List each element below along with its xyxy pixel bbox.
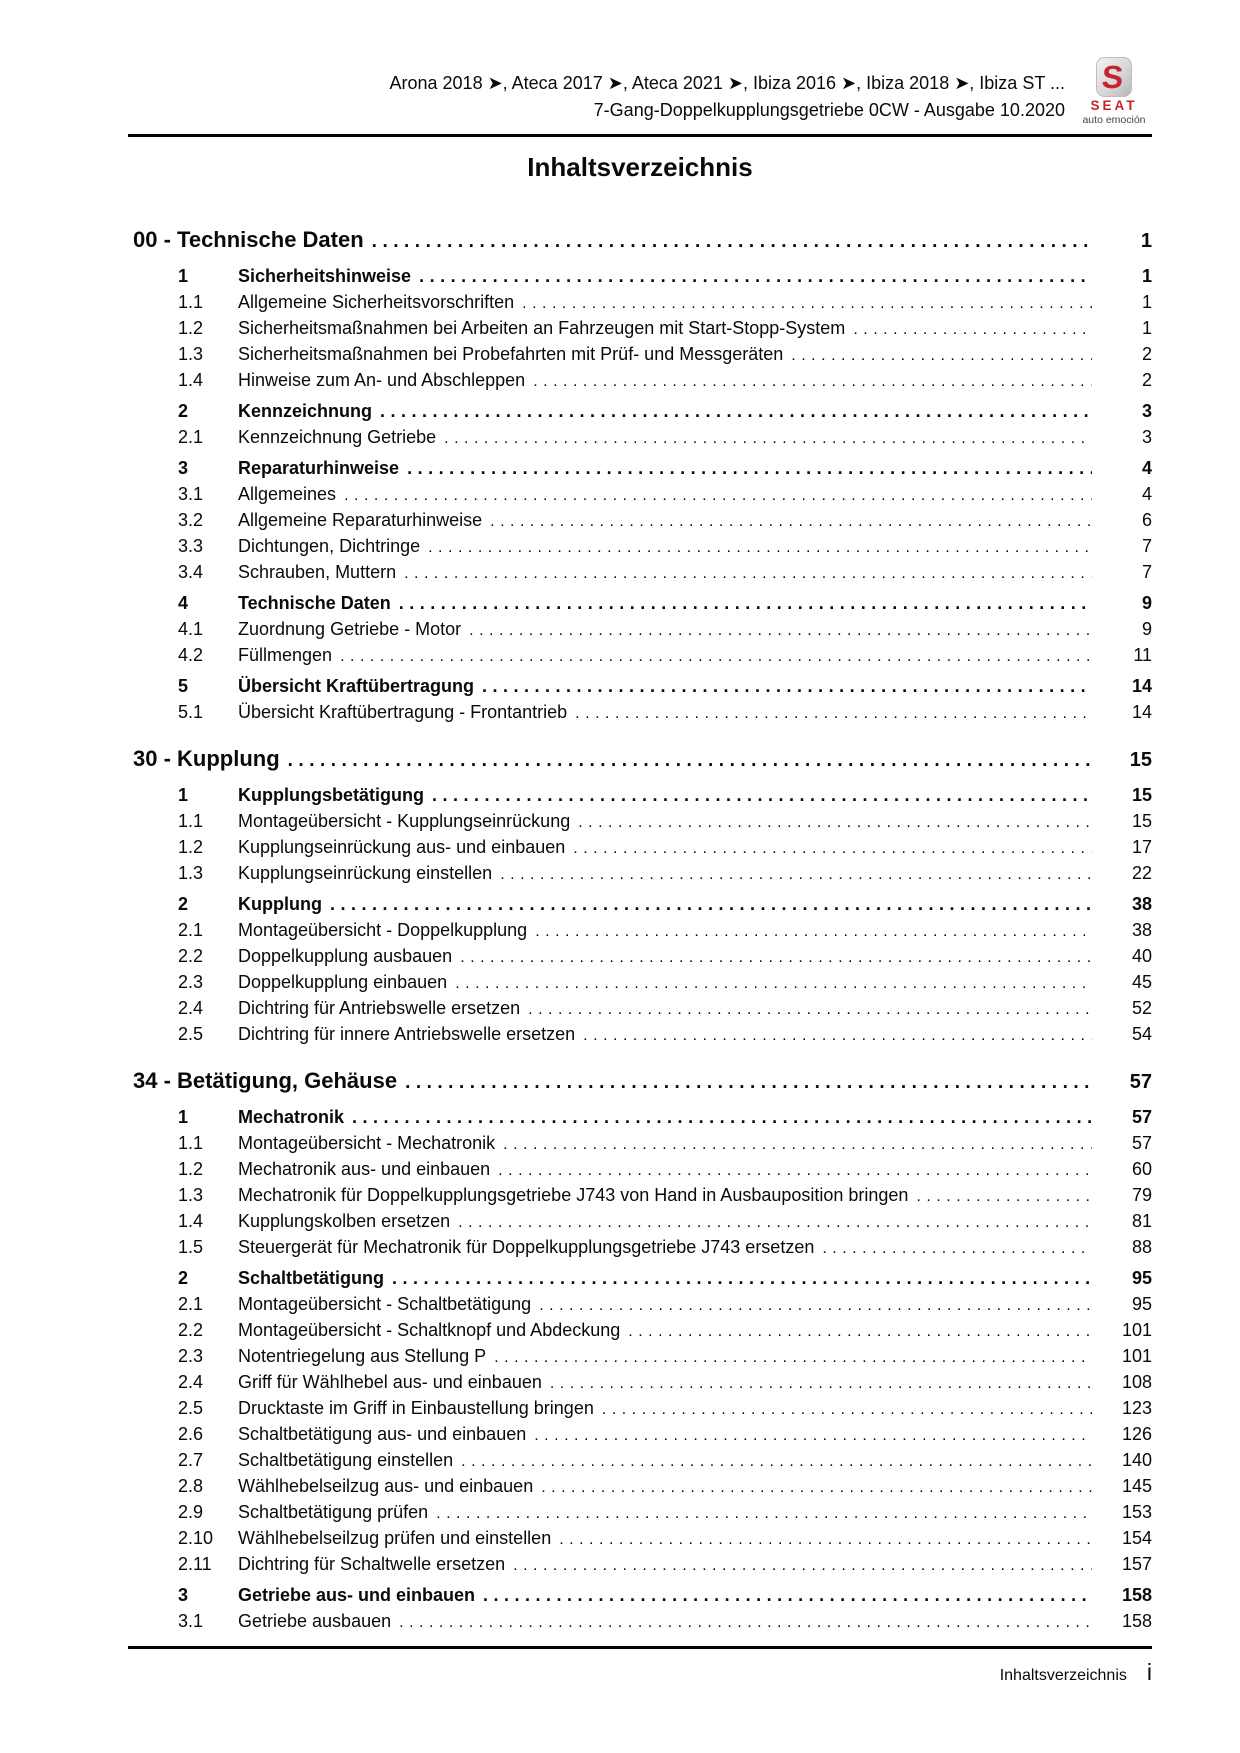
- toc-entry-page: 158: [1121, 1611, 1152, 1631]
- toc-entry-row: [128, 1343, 1152, 1369]
- dot-leader: [344, 483, 1092, 509]
- dot-leader: [513, 1553, 1092, 1579]
- toc-entry-row: [128, 834, 1152, 860]
- dot-leader: [407, 455, 1092, 481]
- toc-entry-label: Montageübersicht - Schaltknopf und Abdeckung: [238, 1320, 621, 1340]
- toc-entry-number: 3.4: [178, 562, 204, 582]
- header-divider: [128, 134, 1152, 137]
- toc-entry-page: 3: [1141, 401, 1152, 421]
- toc-entry-page: 4: [1141, 484, 1152, 504]
- toc-entry-page: 15: [1131, 811, 1152, 831]
- toc-entry-page: 101: [1121, 1346, 1152, 1366]
- dot-leader: [340, 644, 1092, 670]
- dot-leader: [494, 1345, 1092, 1371]
- toc-entry-number: 1.1: [178, 1133, 204, 1153]
- toc-entry-number: 3.2: [178, 510, 204, 530]
- dot-leader: [458, 1210, 1092, 1236]
- toc-entry-label: 00 - Technische Daten: [133, 227, 364, 252]
- dot-leader: [573, 836, 1092, 862]
- toc-entry-label: Schaltbetätigung prüfen: [238, 1502, 429, 1522]
- toc-entry-number: 2: [178, 401, 189, 421]
- toc-entry-label: Dichtungen, Dichtringe: [238, 536, 421, 556]
- toc-entry-label: Wählhebelseilzug prüfen und einstellen: [238, 1528, 552, 1548]
- toc-entry-number: 4.2: [178, 645, 204, 665]
- toc-entry-row: [128, 1021, 1152, 1047]
- toc-entry-label: Getriebe ausbauen: [238, 1611, 392, 1631]
- dot-leader: [534, 1423, 1092, 1449]
- toc-entry-page: 57: [1131, 1107, 1152, 1127]
- toc-entry-row: [128, 289, 1152, 315]
- svg-text:S: S: [1100, 59, 1125, 95]
- toc-entry-number: 2.4: [178, 1372, 204, 1392]
- toc-entry-page: 7: [1141, 562, 1152, 582]
- toc-entry-number: 3.3: [178, 536, 204, 556]
- toc-entry-number: 1.4: [178, 370, 204, 390]
- toc-entry-label: Allgemeine Sicherheitsvorschriften: [238, 292, 515, 312]
- toc-entry-label: Steuergerät für Mechatronik für Doppelkupplungsgetriebe J743 ersetzen: [238, 1237, 815, 1257]
- toc-entry-page: 38: [1131, 920, 1152, 940]
- toc-entry-row: [128, 1265, 1152, 1291]
- toc-entry-number: 1.1: [178, 811, 204, 831]
- toc-entry-page: 157: [1121, 1554, 1152, 1574]
- toc-entry-row: [128, 1208, 1152, 1234]
- toc-entry-number: 2.3: [178, 1346, 204, 1366]
- dot-leader: [535, 919, 1092, 945]
- toc-entry-page: 140: [1121, 1450, 1152, 1470]
- toc-chapter-row: [128, 1063, 1152, 1099]
- toc-entry-number: 3: [178, 458, 189, 478]
- toc-entry-row: [128, 995, 1152, 1021]
- toc-entry-row: [128, 1395, 1152, 1421]
- dot-leader: [853, 317, 1092, 343]
- toc-entry-number: 2: [178, 894, 189, 914]
- toc-entry-label: Dichtring für Antriebswelle ersetzen: [238, 998, 521, 1018]
- toc-entry-row: [128, 673, 1152, 699]
- toc-entry-label: Montageübersicht - Mechatronik: [238, 1133, 496, 1153]
- toc-entry-row: [128, 808, 1152, 834]
- dot-leader: [528, 997, 1092, 1023]
- dot-leader: [559, 1527, 1092, 1553]
- toc-entry-number: 1.2: [178, 1159, 204, 1179]
- toc-entry-label: Dichtring für Schaltwelle ersetzen: [238, 1554, 506, 1574]
- toc-entry-number: 4.1: [178, 619, 204, 639]
- dot-leader: [399, 1610, 1092, 1636]
- toc-entry-row: [128, 782, 1152, 808]
- toc-entry-number: 2.2: [178, 1320, 204, 1340]
- toc-entry-page: 123: [1121, 1398, 1152, 1418]
- dot-leader: [498, 1158, 1092, 1184]
- toc-entry-label: Allgemeine Reparaturhinweise: [238, 510, 483, 530]
- toc-entry-row: [128, 533, 1152, 559]
- toc-entry-label: Montageübersicht - Schaltbetätigung: [238, 1294, 532, 1314]
- header-models-line: Arona 2018 ➤, Ateca 2017 ➤, Ateca 2021 ➤, Ibiza 2016 ➤, Ibiza 2018 ➤, Ibiza ST ...: [389, 73, 1065, 93]
- toc-entry-label: Drucktaste im Griff in Einbaustellung bringen: [238, 1398, 594, 1418]
- toc-entry-label: Kupplungseinrückung einstellen: [238, 863, 493, 883]
- toc-entry-label: Sicherheitsmaßnahmen bei Probefahrten mit Prüf- und Messgeräten: [238, 344, 784, 364]
- toc-entry-label: Notentriegelung aus Stellung P: [238, 1346, 487, 1366]
- toc-entry-page: 9: [1141, 619, 1152, 639]
- toc-entry-label: Mechatronik aus- und einbauen: [238, 1159, 491, 1179]
- toc-entry-number: 3.1: [178, 484, 204, 504]
- dot-leader: [460, 945, 1092, 971]
- dot-leader: [628, 1319, 1092, 1345]
- dot-leader: [500, 862, 1092, 888]
- dot-leader: [822, 1236, 1092, 1262]
- dot-leader: [404, 561, 1092, 587]
- toc-entry-page: 60: [1131, 1159, 1152, 1179]
- toc-entry-page: 79: [1131, 1185, 1152, 1205]
- toc-entry-page: 158: [1121, 1585, 1152, 1605]
- dot-leader: [916, 1184, 1092, 1210]
- toc-entry-label: Getriebe aus- und einbauen: [238, 1585, 476, 1605]
- toc-entry-page: 95: [1131, 1268, 1152, 1288]
- toc-entry-page: 101: [1121, 1320, 1152, 1340]
- toc-entry-label: Übersicht Kraftübertragung: [238, 676, 475, 696]
- dot-leader: [444, 426, 1092, 452]
- toc-entry-label: 34 - Betätigung, Gehäuse: [133, 1068, 398, 1093]
- toc-entry-page: 15: [1129, 749, 1152, 771]
- seat-logo-icon: [1096, 57, 1132, 97]
- dot-leader: [482, 673, 1092, 699]
- toc-entry-page: 9: [1141, 593, 1152, 613]
- toc-entry-row: [128, 1182, 1152, 1208]
- toc-entry-number: 2: [178, 1268, 189, 1288]
- toc-entry-number: 1.3: [178, 344, 204, 364]
- toc-entry-page: 11: [1133, 645, 1152, 665]
- toc-entry-number: 2.11: [178, 1554, 212, 1574]
- toc-chapter-row: [128, 741, 1152, 777]
- dot-leader: [578, 810, 1092, 836]
- toc-entry-page: 153: [1121, 1502, 1152, 1522]
- toc-entry-number: 2.5: [178, 1398, 204, 1418]
- dot-leader: [392, 1265, 1092, 1291]
- toc-entry-number: 1.3: [178, 863, 204, 883]
- toc-entry-row: [128, 590, 1152, 616]
- toc-entry-label: Kupplungsbetätigung: [238, 785, 424, 805]
- toc-entry-number: 2.2: [178, 946, 204, 966]
- toc-entry-number: 1.2: [178, 318, 204, 338]
- toc-entry-page: 95: [1131, 1294, 1152, 1314]
- toc-entry-page: 14: [1131, 702, 1152, 722]
- toc-entry-row: [128, 1551, 1152, 1577]
- toc-entry-page: 6: [1141, 510, 1152, 530]
- toc-entry-page: 81: [1131, 1211, 1152, 1231]
- toc-entry-number: 2.5: [178, 1024, 204, 1044]
- toc-entry-page: 52: [1131, 998, 1152, 1018]
- toc-entry-label: Kupplungseinrückung aus- und einbauen: [238, 837, 566, 857]
- toc-entry-page: 108: [1121, 1372, 1152, 1392]
- toc-entry-row: [128, 424, 1152, 450]
- toc-entry-label: Füllmengen: [238, 645, 333, 665]
- toc-entry-label: Hinweise zum An- und Abschleppen: [238, 370, 526, 390]
- toc-entry-row: [128, 1473, 1152, 1499]
- toc-entry-number: 2.1: [178, 427, 204, 447]
- dot-leader: [469, 618, 1092, 644]
- toc-entry-row: [128, 1421, 1152, 1447]
- toc-entry-page: 45: [1131, 972, 1152, 992]
- toc-entry-number: 2.10: [178, 1528, 214, 1548]
- toc-entry-number: 5: [178, 676, 189, 696]
- toc-entry-row: [128, 642, 1152, 668]
- toc-entry-page: 4: [1141, 458, 1152, 478]
- toc-entry-label: Reparaturhinweise: [238, 458, 400, 478]
- dot-leader: [583, 1023, 1092, 1049]
- toc-entry-row: [128, 1156, 1152, 1182]
- toc-entry-page: 14: [1131, 676, 1152, 696]
- dot-leader: [483, 1582, 1092, 1608]
- toc-entry-label: Kennzeichnung Getriebe: [238, 427, 437, 447]
- dot-leader: [372, 224, 1092, 260]
- toc-entry-page: 3: [1141, 427, 1152, 447]
- toc-entry-number: 2.9: [178, 1502, 204, 1522]
- dot-leader: [539, 1293, 1092, 1319]
- dot-leader: [380, 398, 1092, 424]
- toc-entry-row: [128, 1582, 1152, 1608]
- toc-entry-page: 154: [1121, 1528, 1152, 1548]
- toc-entry-page: 7: [1141, 536, 1152, 556]
- toc-entry-number: 2.1: [178, 920, 204, 940]
- footer-page-number: i: [1146, 1659, 1152, 1685]
- header-subtitle-line: 7-Gang-Doppelkupplungsgetriebe 0CW - Ausgabe 10.2020: [593, 100, 1065, 120]
- toc-entry-number: 3.1: [178, 1611, 204, 1631]
- toc-entry-row: [128, 315, 1152, 341]
- dot-leader: [352, 1104, 1092, 1130]
- dot-leader: [791, 343, 1092, 369]
- toc-entry-label: Sicherheitshinweise: [238, 266, 412, 286]
- toc-entry-page: 126: [1121, 1424, 1152, 1444]
- toc-entry-row: [128, 616, 1152, 642]
- toc-entry-number: 1.4: [178, 1211, 204, 1231]
- dot-leader: [419, 263, 1092, 289]
- toc-entry-row: [128, 1447, 1152, 1473]
- toc-entry-label: Montageübersicht - Doppelkupplung: [238, 920, 528, 940]
- toc-entry-row: [128, 1234, 1152, 1260]
- toc-entry-number: 2.4: [178, 998, 204, 1018]
- toc-entry-number: 1: [178, 1107, 189, 1127]
- toc-entry-row: [128, 1291, 1152, 1317]
- toc-entry-page: 57: [1131, 1133, 1152, 1153]
- toc-entry-label: Schaltbetätigung einstellen: [238, 1450, 454, 1470]
- toc-entry-label: Montageübersicht - Kupplungseinrückung: [238, 811, 571, 831]
- toc-entry-label: Schaltbetätigung aus- und einbauen: [238, 1424, 527, 1444]
- toc-entry-label: Schrauben, Muttern: [238, 562, 397, 582]
- toc-entry-number: 2.1: [178, 1294, 204, 1314]
- toc-entry-label: Kennzeichnung: [238, 401, 372, 421]
- toc-entry-number: 2.8: [178, 1476, 204, 1496]
- toc-entry-row: [128, 1525, 1152, 1551]
- toc-entry-number: 1.2: [178, 837, 204, 857]
- toc-entry-page: 54: [1131, 1024, 1152, 1044]
- toc-entry-row: [128, 559, 1152, 585]
- dot-leader: [550, 1371, 1092, 1397]
- header: [390, 70, 1066, 124]
- toc-entry-label: Doppelkupplung einbauen: [238, 972, 448, 992]
- toc-entry-label: Doppelkupplung ausbauen: [238, 946, 453, 966]
- dot-leader: [436, 1501, 1092, 1527]
- dot-leader: [432, 782, 1092, 808]
- toc-entry-row: [128, 341, 1152, 367]
- toc-entry-number: 1.1: [178, 292, 204, 312]
- dot-leader: [405, 1065, 1092, 1101]
- toc-entry-row: [128, 1130, 1152, 1156]
- footer: [128, 1646, 1152, 1686]
- toc-entry-row: [128, 507, 1152, 533]
- toc-entry-page: 2: [1141, 370, 1152, 390]
- toc-entry-number: 2.3: [178, 972, 204, 992]
- dot-leader: [330, 891, 1092, 917]
- toc-entry-label: Technische Daten: [238, 593, 391, 613]
- toc-entry-number: 1.5: [178, 1237, 204, 1257]
- toc-entry-row: [128, 263, 1152, 289]
- toc-entry-row: [128, 917, 1152, 943]
- toc-entry-number: 1: [178, 785, 189, 805]
- seat-logo-tagline: auto emoción: [1082, 114, 1146, 126]
- toc-entry-page: 1: [1141, 292, 1152, 312]
- toc-entry-label: Wählhebelseilzug aus- und einbauen: [238, 1476, 534, 1496]
- toc-entry-page: 22: [1131, 863, 1152, 883]
- toc-entry-row: [128, 943, 1152, 969]
- toc-entry-number: 1: [178, 266, 189, 286]
- toc-entry-row: [128, 1608, 1152, 1634]
- toc-entry-label: Dichtring für innere Antriebswelle ersetzen: [238, 1024, 576, 1044]
- toc-entry-label: Übersicht Kraftübertragung - Frontantrieb: [238, 702, 568, 722]
- toc-entry-page: 1: [1141, 266, 1152, 286]
- toc-entry-page: 38: [1131, 894, 1152, 914]
- toc-entry-number: 4: [178, 593, 189, 613]
- table-of-contents: [128, 206, 1152, 1634]
- seat-logo: [1078, 57, 1150, 126]
- toc-entry-number: 5.1: [178, 702, 204, 722]
- toc-entry-label: Kupplung: [238, 894, 322, 914]
- toc-entry-page: 2: [1141, 344, 1152, 364]
- dot-leader: [541, 1475, 1092, 1501]
- dot-leader: [602, 1397, 1092, 1423]
- seat-logo-brand: SEAT: [1090, 98, 1138, 113]
- toc-entry-label: Kupplungskolben ersetzen: [238, 1211, 451, 1231]
- toc-entry-row: [128, 398, 1152, 424]
- toc-entry-page: 40: [1131, 946, 1152, 966]
- dot-leader: [288, 743, 1092, 779]
- toc-entry-number: 2.7: [178, 1450, 204, 1470]
- toc-entry-page: 15: [1131, 785, 1152, 805]
- toc-entry-row: [128, 891, 1152, 917]
- toc-entry-page: 17: [1131, 837, 1152, 857]
- toc-entry-row: [128, 969, 1152, 995]
- toc-entry-label: Mechatronik: [238, 1107, 345, 1127]
- toc-entry-row: [128, 455, 1152, 481]
- toc-entry-row: [128, 1317, 1152, 1343]
- dot-leader: [455, 971, 1092, 997]
- page-title: Inhaltsverzeichnis: [527, 152, 753, 182]
- toc-entry-number: 3: [178, 1585, 189, 1605]
- toc-entry-row: [128, 367, 1152, 393]
- toc-entry-label: Mechatronik für Doppelkupplungsgetriebe J743 von Hand in Ausbauposition bringen: [238, 1185, 909, 1205]
- toc-entry-row: [128, 1104, 1152, 1130]
- toc-entry-page: 1: [1140, 230, 1152, 252]
- toc-entry-label: 30 - Kupplung: [133, 746, 280, 771]
- dot-leader: [575, 701, 1092, 727]
- toc-entry-page: 88: [1131, 1237, 1152, 1257]
- dot-leader: [503, 1132, 1092, 1158]
- toc-chapter-row: [128, 222, 1152, 258]
- toc-entry-label: Sicherheitsmaßnahmen bei Arbeiten an Fahrzeugen mit Start-Stopp-System: [238, 318, 846, 338]
- dot-leader: [522, 291, 1092, 317]
- toc-entry-row: [128, 860, 1152, 886]
- toc-entry-page: 1: [1141, 318, 1152, 338]
- toc-entry-label: Schaltbetätigung: [238, 1268, 385, 1288]
- toc-entry-row: [128, 1499, 1152, 1525]
- toc-entry-label: Allgemeines: [238, 484, 337, 504]
- toc-entry-row: [128, 481, 1152, 507]
- toc-entry-page: 145: [1121, 1476, 1152, 1496]
- toc-entry-row: [128, 1369, 1152, 1395]
- toc-entry-page: 57: [1129, 1071, 1152, 1093]
- dot-leader: [533, 369, 1092, 395]
- dot-leader: [399, 590, 1092, 616]
- toc-entry-row: [128, 699, 1152, 725]
- dot-leader: [428, 535, 1092, 561]
- footer-label: Inhaltsverzeichnis: [999, 1667, 1127, 1684]
- dot-leader: [490, 509, 1092, 535]
- toc-entry-label: Zuordnung Getriebe - Motor: [238, 619, 462, 639]
- dot-leader: [461, 1449, 1092, 1475]
- toc-entry-number: 1.3: [178, 1185, 204, 1205]
- toc-entry-number: 2.6: [178, 1424, 204, 1444]
- toc-entry-label: Griff für Wählhebel aus- und einbauen: [238, 1372, 542, 1392]
